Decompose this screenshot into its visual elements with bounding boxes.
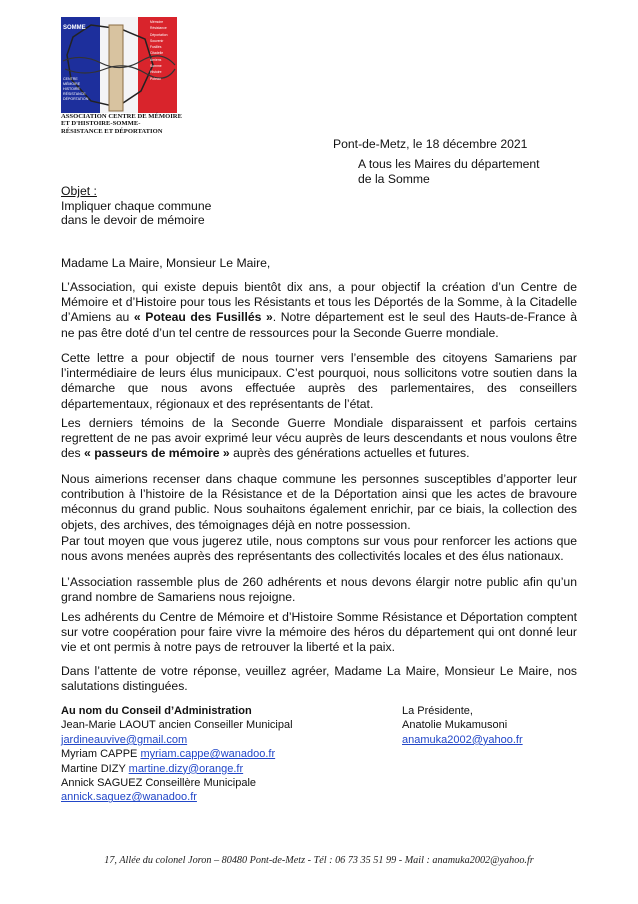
logo-side-list: Mémoire Résistance Déportation Souvenir Fusillés Citadelle Amiens Somme Histoire Poteau [150, 20, 168, 81]
paragraph-3: Les derniers témoins de la Seconde Guerre Mondiale disparaissent et parfois certains regrettent de ne pas avoir exprimé leur vécu auprès de leurs descendants et nous voulons être des « passeurs de mémoire » auprès des générations actuelles et futures. [61, 416, 577, 461]
paragraph-7: Les adhérents du Centre de Mémoire et d’Histoire Somme Résistance et Déportation comptent sur votre coopération pour faire vivre la mémoire des héros du département qui ont donné leur vie et ont permis à notre pays de retrouver la liberté et la paix. [61, 610, 577, 655]
email-link[interactable]: martine.dizy@orange.fr [128, 762, 244, 775]
board-title: Au nom du Conseil d’Administration [61, 705, 252, 717]
footer-address: 17, Allée du colonel Joron – 80480 Pont-de-Metz - Tél : 06 73 35 51 99 - Mail : anamuka2002@yahoo.fr [104, 855, 534, 866]
paragraph-5: Par tout moyen que vous jugerez utile, nous comptons sur vous pour renforcer les actions que nous avons menées auprès des représentants des collectivités locales et des élus nationaux. [61, 534, 577, 564]
organisation-name: ASSOCIATION CENTRE DE MÉMOIRE ET D'HISTOIRE-SOMME- RÉSISTANCE ET DÉPORTATION [61, 113, 182, 135]
subject-block: Objet : Impliquer chaque commune dans le devoir de mémoire [61, 184, 212, 227]
logo-subtext: CENTRE MÉMOIRE HISTOIRE RÉSISTANCE DÉPORTATION [63, 77, 89, 101]
subject-label: Objet : [61, 184, 97, 198]
paragraph-6: L’Association rassemble plus de 260 adhérents et nous devons élargir notre public afin qu’un grand nombre de Samariens nous rejoigne. [61, 575, 577, 605]
president-signature: La Présidente, Anatolie Mukamusoni anamuka2002@yahoo.fr [402, 705, 523, 746]
paragraph-8: Dans l’attente de votre réponse, veuillez agréer, Madame La Maire, Monsieur Le Maire, nos salutations distinguées. [61, 664, 577, 694]
paragraph-2: Cette lettre a pour objectif de nous tourner vers l’ensemble des citoyens Samariens par l’intermédiaire de leurs élus municipaux. C’est pourquoi, nous sollicitons votre soutien dans la démarche que nous avons effectuée auprès des parlementaires, des conseillers départementaux, régionaux et des représentants de l’état. [61, 351, 577, 411]
letter-date: Pont-de-Metz, le 18 décembre 2021 [333, 137, 528, 151]
paragraph-4: Nous aimerions recenser dans chaque commune les personnes susceptibles d’apporter leur contribution à l’histoire de la Résistance et de la Déportation ainsi que les actes de bravoure méconnus du grand public. Nous souhaitons également enrichir, par ce biais, la collection des objets, des archives, des témoignages déjà en notre possession. [61, 472, 577, 532]
email-link[interactable]: myriam.cappe@wanadoo.fr [140, 748, 276, 761]
email-link[interactable]: anamuka2002@yahoo.fr [402, 733, 523, 746]
board-signatures: Au nom du Conseil d’Administration Jean-Marie LAOUT ancien Conseiller Municipal jardineauvive@gmail.com Myriam CAPPE myriam.cappe@wanadoo.fr Martine DIZY martine.dizy@orange.fr Annick SAGUEZ Conseillère Municipale annick.saguez@wanadoo.fr [61, 705, 293, 804]
salutation: Madame La Maire, Monsieur Le Maire, [61, 256, 271, 270]
logo-tag: SOMME [63, 25, 86, 31]
paragraph-1: L’Association, qui existe depuis bientôt dix ans, a pour objectif la création d’un Centre de Mémoire et d’Histoire pour tous les Résistants et tous les Déportés de la Somme, à la Citadelle d’Amiens au « Poteau des Fusillés ». Notre département est le seul des Hauts-de-France à ne pas être doté d’un tel centre de ressources pour la Seconde Guerre mondiale. [61, 280, 577, 340]
email-link[interactable]: annick.saguez@wanadoo.fr [61, 791, 197, 804]
email-link[interactable]: jardineauvive@gmail.com [61, 733, 188, 746]
association-logo [61, 17, 177, 113]
recipients: A tous les Maires du département de la Somme [358, 157, 540, 186]
